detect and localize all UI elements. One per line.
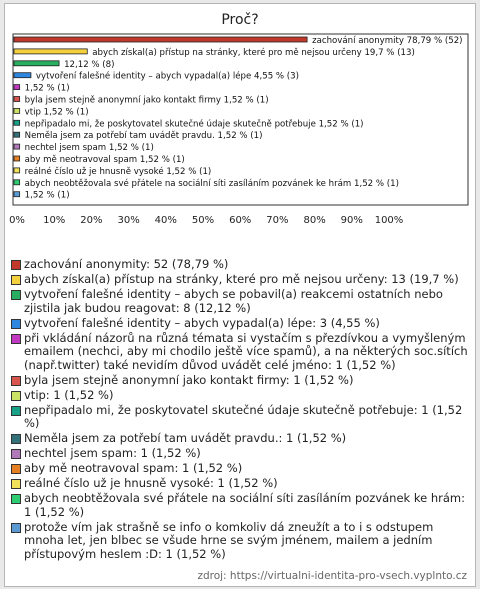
- bar-data-label: 1,52 % (1): [24, 190, 70, 201]
- legend-swatch: [11, 494, 21, 504]
- bar: [14, 49, 87, 54]
- legend-item: [11, 389, 469, 403]
- legend-label: abych neobtěžovala své přátele na sociální síti zasíláním pozvánek ke hrám: 1 (1,52 %): [24, 491, 465, 519]
- legend-item: [11, 447, 469, 461]
- bar: [14, 132, 20, 137]
- x-tick-label: 100%: [374, 215, 404, 226]
- bar: [14, 192, 20, 197]
- bar: [14, 85, 20, 90]
- legend-label: Neměla jsem za potřebí tam uvádět pravdu.: 1 (1,52 %): [24, 431, 347, 446]
- legend-item: [11, 521, 469, 562]
- bar-data-label: nepřipadalo mi, že poskytovatel skutečné údaje skutečně potřebuje 1,52 % (1): [24, 119, 364, 130]
- legend-swatch: [11, 275, 21, 285]
- bar: [14, 73, 31, 78]
- bar-data-label: 1,52 % (1): [24, 83, 70, 94]
- legend: [11, 258, 469, 563]
- legend-item: [11, 317, 469, 331]
- legend-swatch: [11, 260, 21, 270]
- legend-item: [11, 332, 469, 373]
- legend-swatch: [11, 434, 21, 444]
- legend-label: vtip: 1 (1,52 %): [24, 387, 114, 402]
- legend-item: [11, 288, 469, 315]
- x-tick-label: 30%: [117, 215, 140, 226]
- legend-swatch: [11, 376, 21, 386]
- bar: [14, 120, 20, 125]
- legend-item: [11, 273, 469, 287]
- chart-frame: [4, 3, 476, 587]
- bar-data-label: nechtel jsem spam 1,52 % (1): [24, 143, 154, 154]
- bar: [14, 168, 20, 173]
- chart-title: Proč?: [221, 12, 259, 28]
- legend-label: aby mě neotravoval spam: 1 (1,52 %): [24, 461, 243, 476]
- bar: [14, 61, 59, 66]
- bar-data-label: vytvoření falešné identity – abych vypadal(a) lépe 4,55 % (3): [35, 71, 299, 82]
- legend-item: [11, 258, 469, 272]
- legend-swatch: [11, 334, 21, 344]
- x-tick-label: 70%: [266, 215, 289, 226]
- legend-swatch: [11, 391, 21, 401]
- bar-data-label: byla jsem stejně anonymní jako kontakt firmy 1,52 % (1): [24, 95, 269, 106]
- bar: [14, 144, 20, 149]
- bar-data-label: reálné číslo už je hnusně vysoké 1,52 % (1): [24, 166, 212, 177]
- bar-chart: [5, 4, 475, 254]
- legend-label: reálné číslo už je hnusně vysoké: 1 (1,52 %): [24, 476, 278, 491]
- legend-swatch: [11, 290, 21, 300]
- bar: [14, 156, 20, 161]
- bar-data-label: zachování anonymity 78,79 % (52): [312, 36, 463, 46]
- legend-label: zachování anonymity: 52 (78,79 %): [24, 257, 229, 271]
- legend-label: nepřipadalo mi, že poskytovatel skutečné údaje skutečně potřebuje: 1 (1,52 %): [24, 402, 463, 431]
- bar: [14, 97, 20, 102]
- legend-swatch: [11, 449, 21, 459]
- legend-label: abych získal(a) přístup na stránky, které pro mě nejsou určeny: 13 (19,7 %): [24, 271, 459, 286]
- x-tick-label: 50%: [191, 215, 215, 226]
- bar-data-label: vtip 1,52 % (1): [24, 107, 89, 118]
- legend-label: nechtel jsem spam: 1 (1,52 %): [24, 446, 201, 461]
- bar-data-label: aby mě neotravoval spam 1,52 % (1): [24, 155, 185, 165]
- legend-label: byla jsem stejně anonymní jako kontakt firmy: 1 (1,52 %): [24, 372, 354, 387]
- legend-swatch: [11, 319, 21, 329]
- legend-label: při vkládání názorů na různá témata si vystačím s přezdívkou a vymyšleným emailem (nechci, aby mi chodilo ještě více spamů), a na některých soc.sítích (např.twitter) také nevidím důvod uvádět celé jméno: 1 (1,52 %): [24, 330, 468, 372]
- bar-data-label: abych získal(a) přístup na stránky, které pro mě nejsou určeny 19,7 % (13): [92, 47, 415, 58]
- bar-data-label: Neměla jsem za potřebí tam uvádět pravdu. 1,52 % (1): [24, 131, 263, 142]
- legend-swatch: [11, 479, 21, 489]
- legend-item: [11, 374, 469, 388]
- bar-data-label: 12,12 % (8): [64, 59, 115, 70]
- source-note: zdroj: https://virtualni-identita-pro-vsech.vyplnto.cz: [197, 570, 467, 582]
- legend-item: [11, 462, 469, 476]
- x-tick-label: 40%: [154, 215, 177, 226]
- x-tick-label: 80%: [303, 215, 326, 226]
- bar: [14, 37, 307, 42]
- x-tick-label: 90%: [340, 215, 363, 226]
- legend-item: [11, 404, 469, 431]
- x-tick-label: 0%: [9, 215, 25, 226]
- x-tick-label: 60%: [229, 215, 252, 226]
- legend-label: vytvoření falešné identity – abych se pobavil(a) reakcemi ostatních nebo zjistila jak budou reagovat: 8 (12,12 %): [24, 286, 443, 315]
- legend-swatch: [11, 464, 21, 474]
- legend-label: protože vím jak strašně se info o komkoliv dá zneužít a to i s odstupem mnoha let, jen blbec se všude hrne se svým jménem, mailem a jedním přístupovým heslem :D: 1 (1,52 %): [24, 519, 434, 561]
- legend-swatch: [11, 523, 21, 533]
- legend-swatch: [11, 406, 21, 416]
- bar-data-label: abych neobtěžovala své přátele na sociální síti zasíláním pozvánek ke hrám 1,52 % (1): [24, 178, 399, 189]
- x-tick-label: 10%: [43, 215, 66, 226]
- legend-label: vytvoření falešné identity – abych vypadal(a) lépe: 3 (4,55 %): [24, 315, 380, 330]
- bar: [14, 180, 20, 185]
- legend-item: [11, 492, 469, 519]
- legend-item: [11, 477, 469, 491]
- bar: [14, 108, 20, 113]
- legend-item: [11, 432, 469, 446]
- x-tick-label: 20%: [80, 215, 103, 226]
